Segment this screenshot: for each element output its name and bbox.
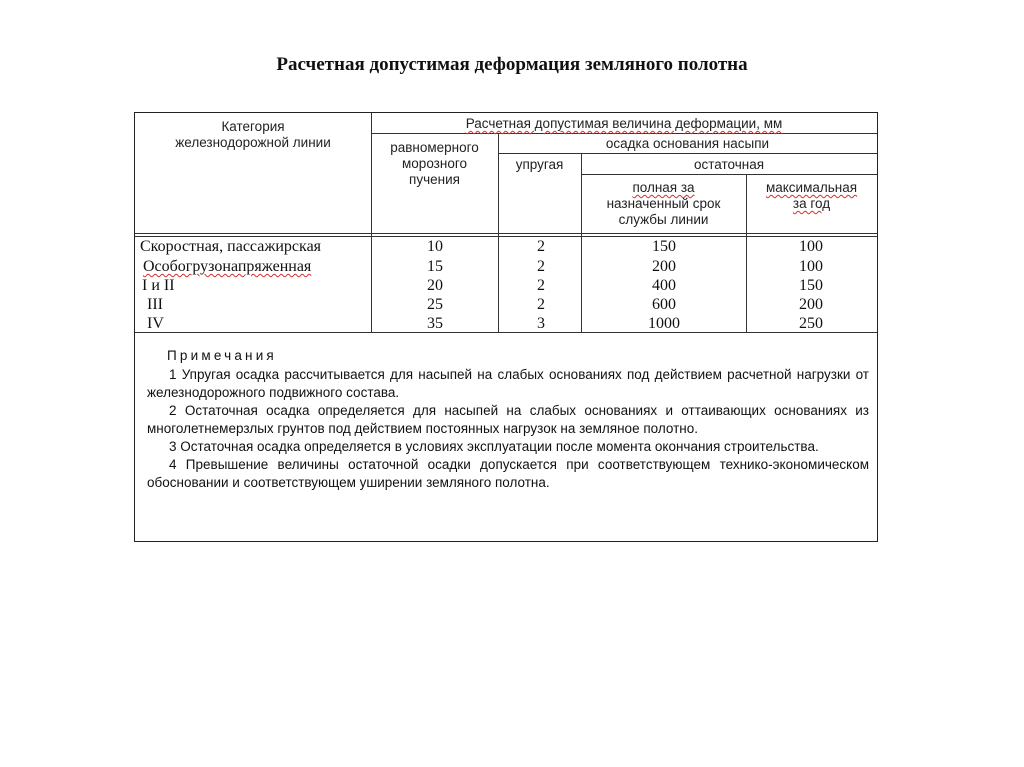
header-full: полная за назначенный срок службы линии xyxy=(606,180,721,227)
notes-section xyxy=(147,347,869,492)
rule-header-bottom xyxy=(135,233,877,234)
header-frost: равномерного морозного пучения xyxy=(390,140,479,187)
row-elastic: 2 xyxy=(537,238,545,255)
row-category: I и II xyxy=(142,277,175,294)
row-full: 1000 xyxy=(648,315,680,332)
note-item: 4 Превышение величины остаточной осадки допускается при соответствующем технико-экономическом обосновании и соответствующем уширении земляного полотна. xyxy=(147,457,869,490)
header-max: максимальная за год xyxy=(765,180,858,211)
note-item: 3 Остаточная осадка определяется в условиях эксплуатации после момента окончания строительства. xyxy=(169,439,819,454)
header-deformation: Расчетная допустимая величина деформации, мм xyxy=(465,116,783,131)
notes-heading: Примечания xyxy=(167,348,277,363)
row-max: 200 xyxy=(799,296,823,313)
rule-settlement-top xyxy=(498,153,877,154)
row-elastic: 2 xyxy=(537,296,545,313)
row-max: 100 xyxy=(799,238,823,255)
row-elastic: 3 xyxy=(537,315,545,332)
row-category: Особогрузонапряженная xyxy=(143,258,312,275)
note-item: 1 Упругая осадка рассчитывается для насыпей на слабых основаниях под действием расчетной нагрузки от железнодорожного подвижного состава. xyxy=(147,367,869,400)
row-max: 100 xyxy=(799,258,823,275)
row-max: 150 xyxy=(799,277,823,294)
row-frost: 10 xyxy=(427,238,443,255)
row-full: 200 xyxy=(652,258,676,275)
row-category: III xyxy=(147,296,163,313)
header-elastic: упругая xyxy=(515,157,564,172)
row-elastic: 2 xyxy=(537,258,545,275)
row-frost: 20 xyxy=(427,277,443,294)
page-title: Расчетная допустимая деформация земляного полотна xyxy=(276,54,748,75)
note-item: 2 Остаточная осадка определяется для насыпей на слабых основаниях и оттаивающих основаниях из многолетнемерзлых грунтов под действием постоянных нагрузок на земляное полотно. xyxy=(147,403,869,436)
row-elastic: 2 xyxy=(537,277,545,294)
rule-residual-top xyxy=(581,174,877,175)
header-residual: остаточная xyxy=(693,157,765,172)
row-full: 600 xyxy=(652,296,676,313)
row-full: 400 xyxy=(652,277,676,294)
row-category: IV xyxy=(147,315,164,332)
deformation-table xyxy=(134,112,878,542)
row-frost: 35 xyxy=(427,315,443,332)
rule-notes-top xyxy=(135,332,877,333)
rule-header-top xyxy=(371,133,877,134)
row-full: 150 xyxy=(652,238,676,255)
row-frost: 25 xyxy=(427,296,443,313)
row-frost: 15 xyxy=(427,258,443,275)
header-category: Категория железнодорожной линии xyxy=(175,119,331,150)
row-category: Скоростная, пассажирская xyxy=(140,238,322,255)
row-max: 250 xyxy=(799,315,823,332)
header-settlement: осадка основания насыпи xyxy=(605,136,770,151)
